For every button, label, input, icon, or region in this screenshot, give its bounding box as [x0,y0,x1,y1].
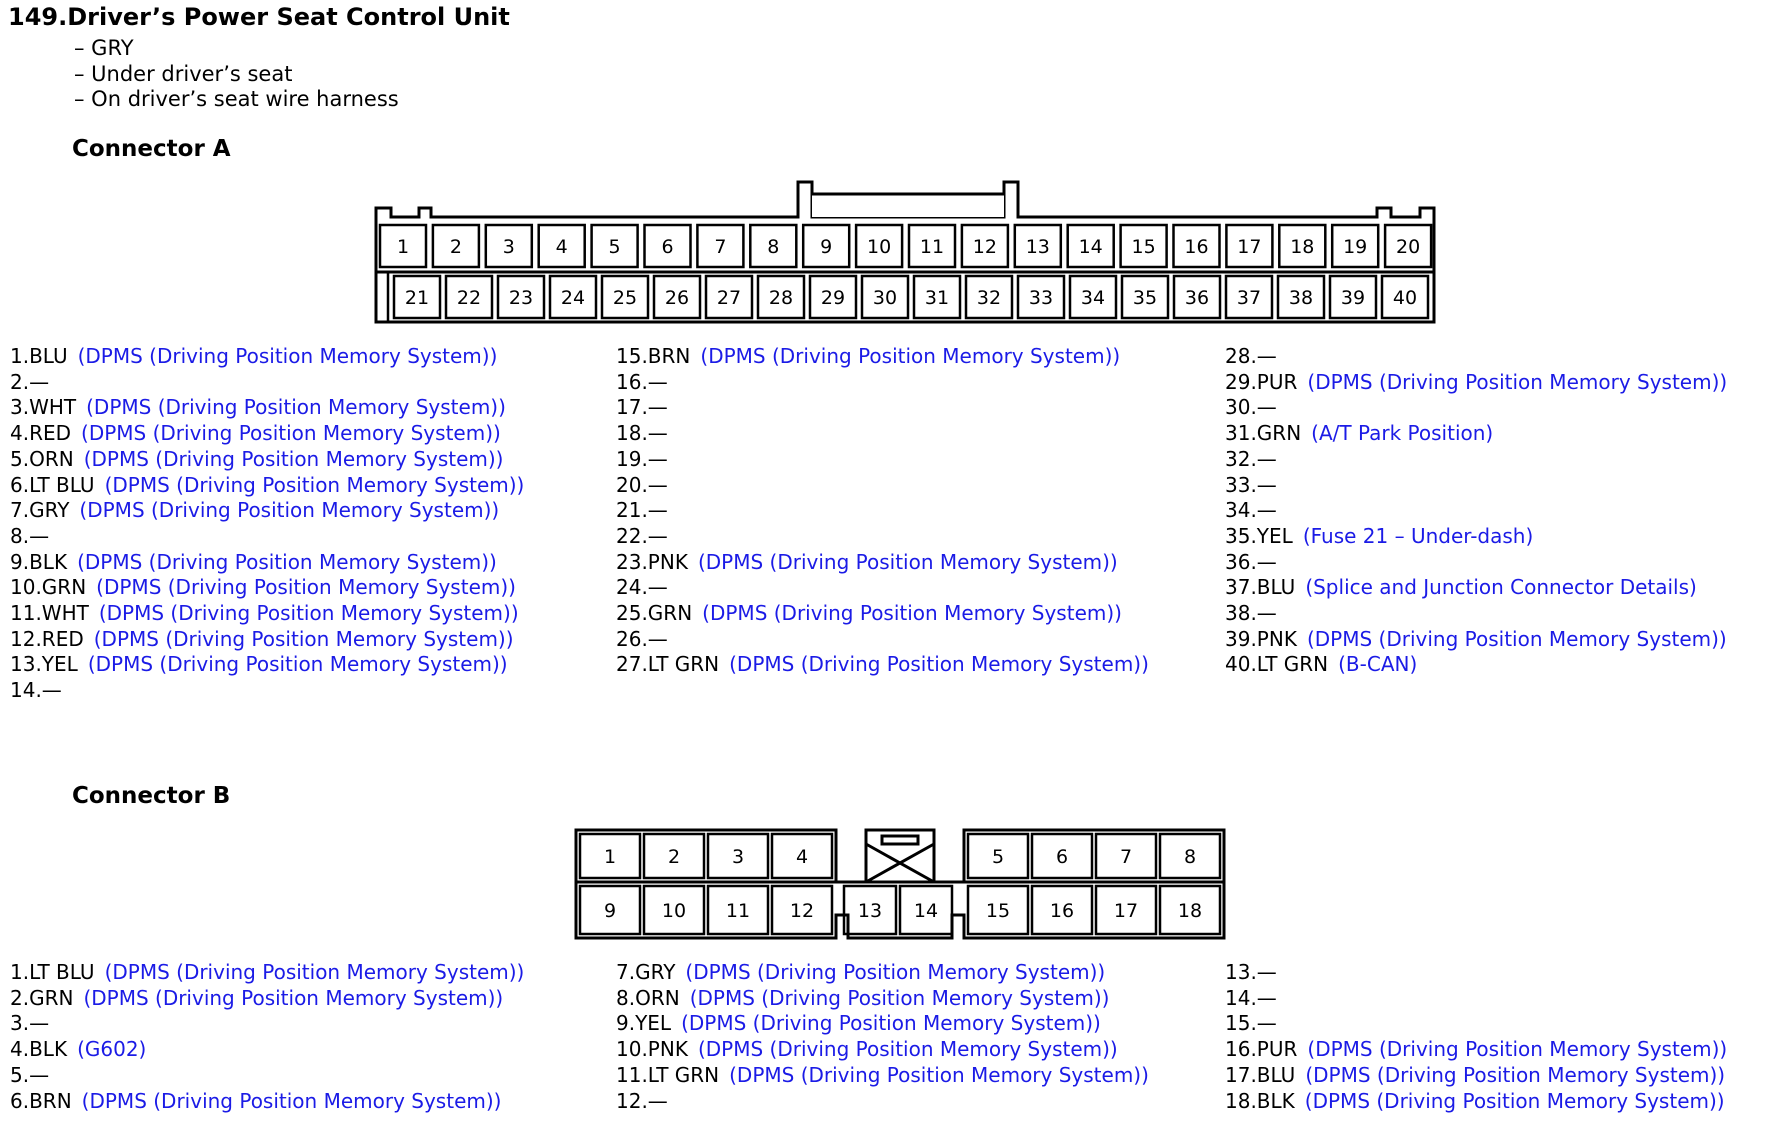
pin-row [1225,1037,1727,1063]
pin-circuit-link[interactable]: (DPMS (Driving Position Memory System)) [87,652,508,677]
pin-row [1225,1011,1727,1037]
pin-circuit-link[interactable]: (DPMS (Driving Position Memory System)) [681,1011,1101,1036]
pin-wire-color: 12.RED [10,626,84,651]
connector-a-pin-36: 36 [1184,287,1210,309]
pin-row [1225,960,1727,986]
pin-wire-color: 9.BLK [10,549,68,574]
connector-b-pin-2: 2 [667,846,681,868]
pin-wire-color: 27.LT GRN [616,652,720,677]
connector-b-pin-7: 7 [1119,846,1133,868]
pin-wire-color: 10.PNK [616,1037,688,1062]
pin-row [10,370,524,396]
pin-row [616,652,1149,678]
connector-b-pin-list-1 [10,960,524,1114]
connector-b-pin-13: 13 [857,900,883,922]
pin-circuit-link[interactable]: (DPMS (Driving Position Memory System)) [1304,1088,1725,1113]
connector-a-pin-21: 21 [404,287,430,309]
connector-a-pin-33: 33 [1028,287,1054,309]
pin-row [1225,1063,1727,1089]
pin-row [1225,421,1727,447]
pin-row [616,627,1149,653]
pin-row [616,370,1149,396]
pin-circuit-link[interactable]: (DPMS (Driving Position Memory System)) [689,985,1110,1010]
pin-row [616,473,1149,499]
connector-a-pin-4: 4 [555,236,568,258]
pin-wire-color: 36.— [1225,549,1277,574]
pin-wire-color: 10.GRN [10,575,87,600]
pin-wire-color: 35.YEL [1225,523,1293,548]
connector-a-pin-23: 23 [508,287,534,309]
pin-wire-color: 22.— [616,523,668,548]
pin-wire-color: 19.— [616,446,668,471]
pin-row [10,1063,524,1089]
pin-row [10,498,524,524]
pin-wire-color: 38.— [1225,601,1277,626]
connector-a-pin-32: 32 [976,287,1002,309]
connector-a-pin-22: 22 [456,287,482,309]
pin-row [616,986,1149,1012]
pin-row [1225,986,1727,1012]
pin-circuit-link[interactable]: (DPMS (Driving Position Memory System)) [1307,369,1728,394]
info-color: – GRY [74,36,134,60]
pin-wire-color: 13.— [1225,960,1277,984]
pin-wire-color: 3.WHT [10,395,77,420]
connector-b-pin-list-3 [1225,960,1727,1114]
pin-wire-color: 24.— [616,575,668,600]
pin-row [10,627,524,653]
pin-row [1225,524,1727,550]
pin-row [616,575,1149,601]
connector-b-pin-6: 6 [1055,846,1069,868]
pin-circuit-link[interactable]: (Splice and Junction Connector Details) [1305,575,1697,600]
connector-a-pin-1: 1 [396,236,410,258]
pin-circuit-link[interactable]: (DPMS (Driving Position Memory System)) [697,549,1118,574]
pin-row [1225,627,1727,653]
connector-b-pin-12: 12 [789,900,815,922]
connector-a-pin-19: 19 [1343,236,1368,258]
pin-wire-color: 16.PUR [1225,1037,1298,1062]
connector-a-pin-list-1 [10,344,524,704]
connector-a-pin-35: 35 [1132,287,1158,309]
pin-circuit-link[interactable]: (DPMS (Driving Position Memory System)) [98,601,519,626]
pin-row [1225,344,1727,370]
pin-wire-color: 13.YEL [10,652,78,677]
pin-row [616,1089,1149,1115]
pin-wire-color: 11.WHT [10,601,89,626]
pin-circuit-link[interactable]: (DPMS (Driving Position Memory System)) [86,395,506,420]
connector-b-pin-14: 14 [913,900,939,922]
pin-row [1225,601,1727,627]
pin-circuit-link[interactable]: (DPMS (Driving Position Memory System)) [104,472,525,497]
connector-a-pin-40: 40 [1392,287,1418,309]
pin-row [10,550,524,576]
pin-row [1225,652,1727,678]
pin-circuit-link[interactable]: (DPMS (Driving Position Memory System)) [700,344,1121,368]
pin-row [616,1037,1149,1063]
pin-wire-color: 4.BLK [10,1037,68,1062]
connector-b-pin-15: 15 [985,900,1011,922]
pin-wire-color: 17.BLU [1225,1062,1296,1087]
pin-circuit-link[interactable]: (Fuse 21 – Under-dash) [1302,523,1534,548]
pin-wire-color: 17.— [616,395,668,420]
connector-b-pin-list-2 [616,960,1149,1114]
pin-wire-color: 37.BLU [1225,575,1296,600]
pin-circuit-link[interactable]: (DPMS (Driving Position Memory System)) [697,1037,1118,1062]
pin-row [1225,498,1727,524]
pin-circuit-link[interactable]: (DPMS (Driving Position Memory System)) [104,960,525,984]
pin-row [10,575,524,601]
pin-wire-color: 25.GRN [616,601,693,626]
connector-a-pin-26: 26 [664,287,690,309]
pin-wire-color: 7.GRY [616,960,676,984]
pin-wire-color: 26.— [616,626,668,651]
pin-wire-color: 31.GRN [1225,421,1302,446]
pin-wire-color: 1.LT BLU [10,960,95,984]
pin-wire-color: 2.GRN [10,985,74,1010]
connector-a-pin-38: 38 [1288,287,1314,309]
connector-a-pin-17: 17 [1237,236,1262,258]
pin-row [10,652,524,678]
pin-row [1225,447,1727,473]
pin-wire-color: 28.— [1225,344,1277,368]
connector-a-heading: Connector A [72,136,231,162]
info-location: – Under driver’s seat [74,62,293,86]
connector-a-pin-15: 15 [1131,236,1156,258]
pin-wire-color: 14.— [10,678,62,703]
pin-wire-color: 30.— [1225,395,1277,420]
pin-wire-color: 32.— [1225,446,1277,471]
pin-circuit-link[interactable]: (DPMS (Driving Position Memory System)) [83,446,504,471]
connector-a-pin-18: 18 [1290,236,1315,258]
connector-a-pin-31: 31 [924,287,950,309]
pin-wire-color: 29.PUR [1225,369,1298,394]
pin-wire-color: 23.PNK [616,549,688,574]
connector-b-pin-3: 3 [731,846,745,868]
connector-a-pin-10: 10 [867,236,892,258]
pin-row [1225,1089,1727,1115]
connector-b-pin-17: 17 [1113,900,1139,922]
pin-row [616,344,1149,370]
pin-wire-color: 12.— [616,1088,668,1113]
pin-circuit-link[interactable]: (DPMS (Driving Position Memory System)) [96,575,516,600]
connector-b-heading: Connector B [72,783,231,809]
connector-a-pin-28: 28 [768,287,794,309]
pin-circuit-link[interactable]: (B-CAN) [1338,652,1418,677]
pin-row [10,421,524,447]
pin-circuit-link[interactable]: (DPMS (Driving Position Memory System)) [729,652,1149,677]
pin-row [1225,575,1727,601]
connector-b-pin-4: 4 [795,846,809,868]
pin-row [616,1063,1149,1089]
pin-wire-color: 6.BRN [10,1088,72,1113]
pin-wire-color: 5.— [10,1062,50,1087]
connector-b-pin-8: 8 [1183,846,1197,868]
connector-a-pin-2: 2 [449,236,462,258]
pin-row [10,447,524,473]
pin-wire-color: 8.— [10,523,50,548]
info-harness: – On driver’s seat wire harness [74,87,399,111]
connector-a-pin-27: 27 [716,287,742,309]
pin-row [616,601,1149,627]
pin-circuit-link[interactable]: (DPMS (Driving Position Memory System)) [1305,1062,1726,1087]
connector-a-pin-16: 16 [1184,236,1209,258]
connector-a-pin-39: 39 [1340,287,1366,309]
pin-wire-color: 40.LT GRN [1225,652,1329,677]
pin-row [10,601,524,627]
pin-row [10,678,524,704]
pin-row [10,960,524,986]
connector-a-pin-34: 34 [1080,287,1106,309]
connector-a-pin-3: 3 [502,236,515,258]
connector-b-pin-11: 11 [725,900,751,922]
pin-row [616,421,1149,447]
pin-wire-color: 6.LT BLU [10,472,95,497]
pin-row [616,960,1149,986]
pin-row [1225,395,1727,421]
pin-row [616,1011,1149,1037]
connector-a-pin-24: 24 [560,287,586,309]
pin-wire-color: 18.BLK [1225,1088,1295,1113]
connector-a-pin-13: 13 [1025,236,1050,258]
pin-wire-color: 5.ORN [10,446,74,471]
pin-wire-color: 4.RED [10,421,72,446]
pin-row [10,1089,524,1115]
pin-circuit-link[interactable]: (DPMS (Driving Position Memory System)) [729,1062,1149,1087]
connector-b-diagram [560,820,1240,940]
connector-a-pin-12: 12 [972,236,997,258]
pin-row [616,498,1149,524]
connector-a-pin-11: 11 [919,236,945,258]
connector-b-pin-1: 1 [603,846,617,868]
pin-wire-color: 21.— [616,498,668,523]
connector-a-pin-37: 37 [1236,287,1262,309]
pin-row [616,395,1149,421]
connector-b-pin-9: 9 [603,900,617,922]
connector-a-pin-9: 9 [820,236,833,258]
pin-row [10,524,524,550]
pin-circuit-link[interactable]: (DPMS (Driving Position Memory System)) [81,1088,502,1113]
pin-wire-color: 8.ORN [616,985,680,1010]
pin-circuit-link[interactable]: (DPMS (Driving Position Memory System)) [1306,626,1727,651]
page-title: 149.Driver’s Power Seat Control Unit [8,3,510,31]
pin-wire-color: 9.YEL [616,1011,672,1036]
connector-a-pin-25: 25 [612,287,638,309]
connector-a-pin-29: 29 [820,287,846,309]
pin-wire-color: 3.— [10,1011,50,1036]
connector-a-pin-14: 14 [1078,236,1103,258]
pin-circuit-link[interactable]: (DPMS (Driving Position Memory System)) [83,985,504,1010]
pin-row [1225,370,1727,396]
pin-wire-color: 15.— [1225,1011,1277,1036]
pin-circuit-link[interactable]: (DPMS (Driving Position Memory System)) [77,344,498,368]
connector-b-pin-5: 5 [991,846,1005,868]
connector-b-pin-16: 16 [1049,900,1075,922]
pin-wire-color: 34.— [1225,498,1277,523]
connector-b-key [866,830,934,882]
connector-a-pin-30: 30 [872,287,898,309]
pin-wire-color: 16.— [616,369,668,394]
pin-wire-color: 1.BLU [10,344,68,368]
pin-row [10,1037,524,1063]
pin-circuit-link[interactable]: (DPMS (Driving Position Memory System)) [93,626,514,651]
pin-circuit-link[interactable]: (DPMS (Driving Position Memory System)) [1307,1037,1728,1062]
pin-circuit-link[interactable]: (DPMS (Driving Position Memory System)) [77,549,497,574]
pin-circuit-link[interactable]: (G602) [77,1037,147,1062]
connector-a-pin-list-2 [616,344,1149,678]
connector-a-diagram [370,174,1470,334]
pin-wire-color: 39.PNK [1225,626,1297,651]
pin-circuit-link[interactable]: (DPMS (Driving Position Memory System)) [685,960,1106,984]
pin-wire-color: 2.— [10,369,50,394]
pin-row [10,344,524,370]
connector-a-pin-6: 6 [661,236,674,258]
connector-a-pin-list-3 [1225,344,1727,678]
pin-row [1225,473,1727,499]
connector-a-latch [812,194,1004,217]
pin-wire-color: 11.LT GRN [616,1062,720,1087]
pin-row [10,473,524,499]
connector-a-pin-20: 20 [1396,236,1421,258]
pin-row [10,395,524,421]
pin-wire-color: 14.— [1225,985,1277,1010]
connector-a-pin-7: 7 [714,236,727,258]
pin-row [616,524,1149,550]
pin-row [616,447,1149,473]
pin-wire-color: 18.— [616,421,668,446]
pin-row [10,986,524,1012]
pin-row [616,550,1149,576]
pin-circuit-link[interactable]: (DPMS (Driving Position Memory System)) [81,421,501,446]
pin-wire-color: 15.BRN [616,344,691,368]
pin-circuit-link[interactable]: (DPMS (Driving Position Memory System)) [702,601,1122,626]
connector-b-pin-18: 18 [1177,900,1203,922]
pin-circuit-link[interactable]: (DPMS (Driving Position Memory System)) [79,498,500,523]
pin-circuit-link[interactable]: (A/T Park Position) [1311,421,1494,446]
pin-row [1225,550,1727,576]
pin-row [10,1011,524,1037]
pin-wire-color: 7.GRY [10,498,70,523]
connector-b-pin-10: 10 [661,900,687,922]
connector-a-pin-5: 5 [608,236,621,258]
pin-wire-color: 20.— [616,472,668,497]
pin-wire-color: 33.— [1225,472,1277,497]
connector-a-pin-8: 8 [767,236,780,258]
